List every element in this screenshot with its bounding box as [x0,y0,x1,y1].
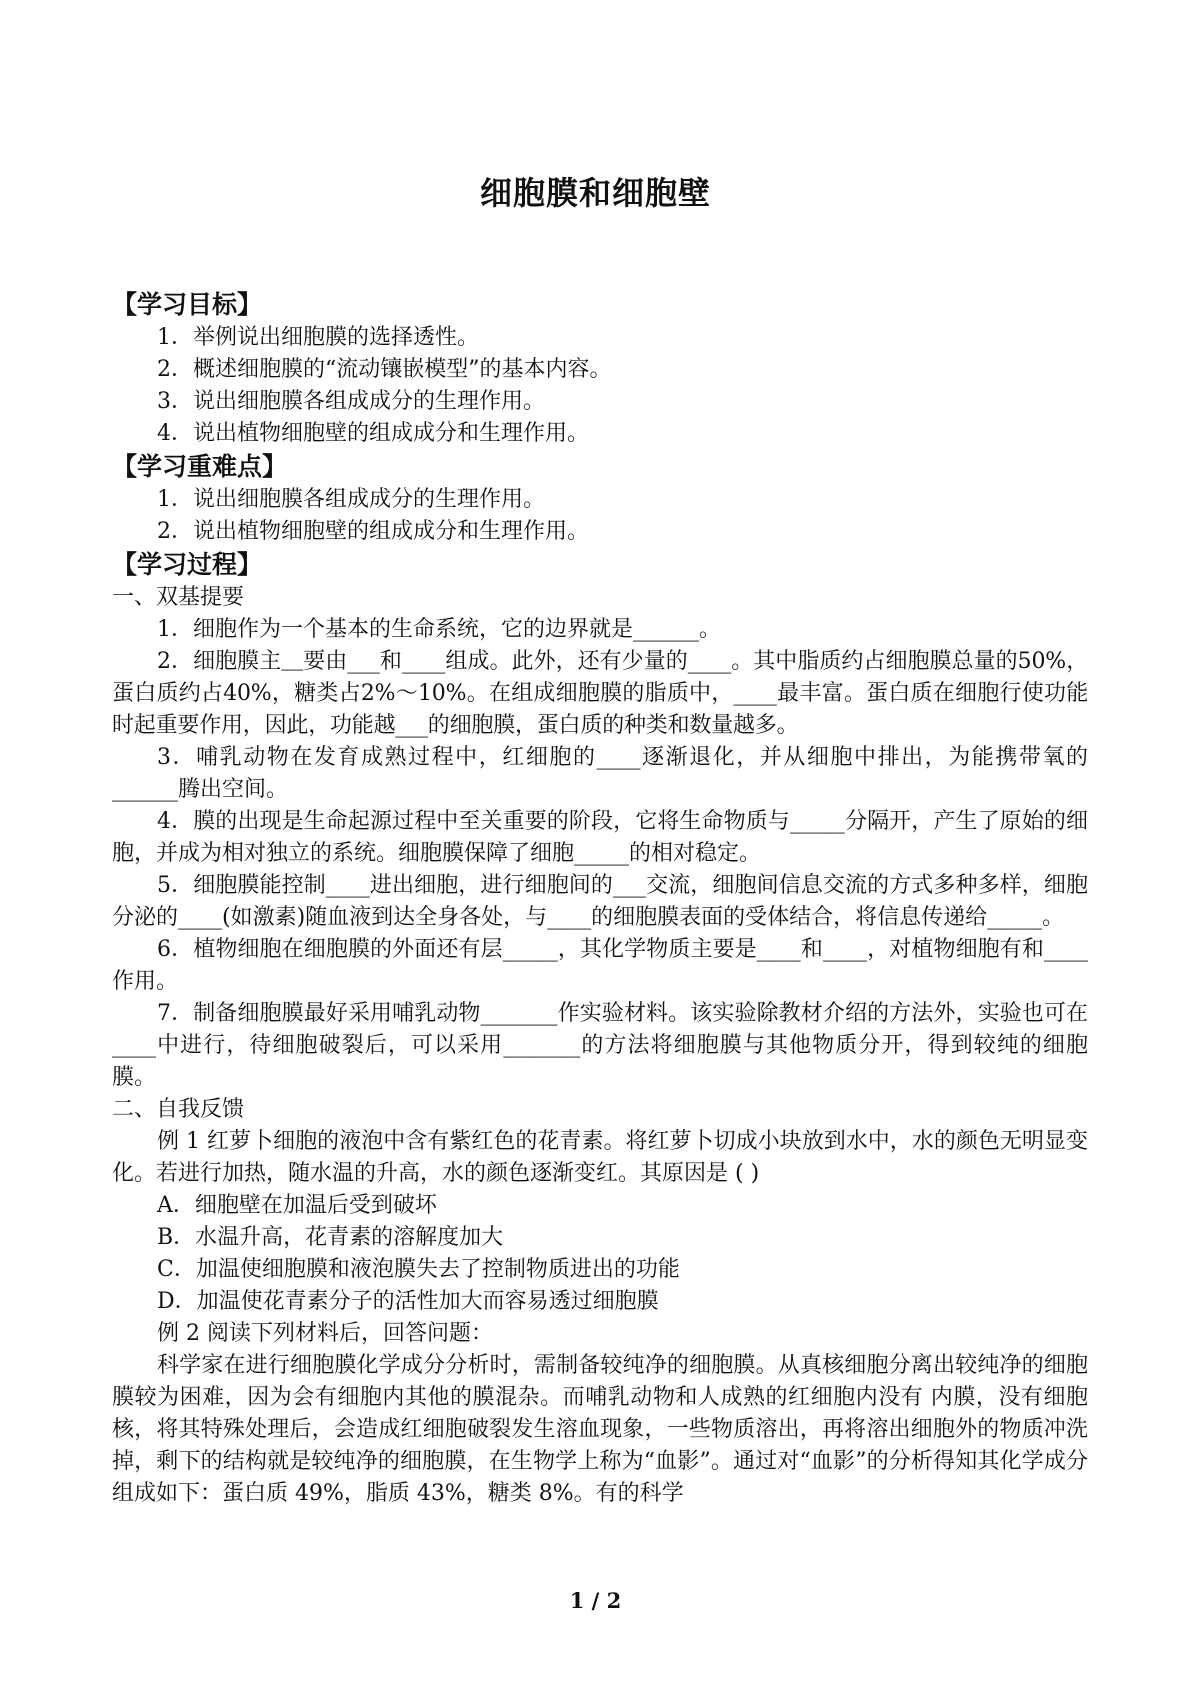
objectives-heading: 【学习目标】 [112,290,263,319]
objective-item: 4．说出植物细胞壁的组成成分和生理作用。 [157,421,589,446]
example1-question: 例 1 红萝卜细胞的液泡中含有紫红色的花青素。将红萝卜切成小块放到水中，水的颜色无明显变化。若进行加热，随水温的升高，水的颜色逐渐变红。其原因是 ( ) [112,1129,1088,1186]
process-heading: 【学习过程】 [112,550,263,579]
fill-blank-question: 6．植物细胞在细胞膜的外面还有层_____，其化学物质主要是____和____，对植物细胞有和____作用。 [112,937,1088,994]
key-points-heading: 【学习重难点】 [112,452,288,481]
example2-passage: 科学家在进行细胞膜化学成分分析时，需制备较纯净的细胞膜。从真核细胞分离出较纯净的细胞膜较为困难，因为会有细胞内其他的膜混杂。而哺乳动物和人成熟的红细胞内没有 内膜，没有细胞核，将其特殊处理后，会造成红细胞破裂发生溶血现象，一些物质溶出，再将溶出细胞外的物质冲洗掉，剩下的结构就是较纯净的细胞膜，在生物学上称为“血影”。通过对“血影”的分析得知其化学成分组成如下：蛋白质 49%，脂质 43%，糖类 8%。有的科学 [112,1353,1088,1506]
document-title: 细胞膜和细胞壁 [479,174,711,212]
choice-option: B．水温升高，花青素的溶解度加大 [157,1225,504,1250]
fill-blank-question: 1．细胞作为一个基本的生命系统，它的边界就是______。 [157,617,721,642]
fill-blank-question: 7．制备细胞膜最好采用哺乳动物_______作实验材料。该实验除教材介绍的方法外，实验也可在____中进行，待细胞破裂后，可以采用_______的方法将细胞膜与其他物质分开，得到较纯的细胞膜。 [112,1001,1088,1090]
example2-question: 例 2 阅读下列材料后，回答问题： [157,1321,493,1346]
part2-heading: 二、自我反馈 [112,1097,245,1122]
key-point-item: 2．说出植物细胞壁的组成成分和生理作用。 [157,519,589,544]
objective-item: 2．概述细胞膜的“流动镶嵌模型”的基本内容。 [157,357,612,382]
part1-heading: 一、双基提要 [112,585,245,610]
fill-blank-question: 2．细胞膜主＿要由___和____组成。此外，还有少量的____。其中脂质约占细胞膜总量的50%，蛋白质约占40%，糖类占2%～10%。在组成细胞膜的脂质中，____最丰富。蛋白质在细胞行使功能时起重要作用，因此，功能越___的细胞膜，蛋白质的种类和数量越多。 [112,649,1088,738]
choice-option: D．加温使花青素分子的活性加大而容易透过细胞膜 [157,1289,659,1314]
key-point-item: 1．说出细胞膜各组成成分的生理作用。 [157,487,545,512]
fill-blank-question: 4．膜的出现是生命起源过程中至关重要的阶段，它将生命物质与_____分隔开，产生了原始的细胞，并成为相对独立的系统。细胞膜保障了细胞_____的相对稳定。 [112,809,1088,866]
fill-blank-question: 5．细胞膜能控制____进出细胞，进行细胞间的___交流，细胞间信息交流的方式多种多样，细胞分泌的____(如激素)随血液到达全身各处，与____的细胞膜表面的受体结合，将信息传递给_____。 [112,873,1088,930]
objective-item: 1．举例说出细胞膜的选择透性。 [157,325,479,350]
choice-option: A．细胞壁在加温后受到破坏 [157,1193,437,1218]
document-body [112,288,1088,1510]
objective-item: 3．说出细胞膜各组成成分的生理作用。 [157,389,545,414]
choice-option: C．加温使细胞膜和液泡膜失去了控制物质进出的功能 [157,1257,680,1282]
fill-blank-question: 3．哺乳动物在发育成熟过程中，红细胞的____逐渐退化，并从细胞中排出，为能携带氧的______腾出空间。 [112,745,1088,802]
page-number: 1 / 2 [569,1588,622,1613]
